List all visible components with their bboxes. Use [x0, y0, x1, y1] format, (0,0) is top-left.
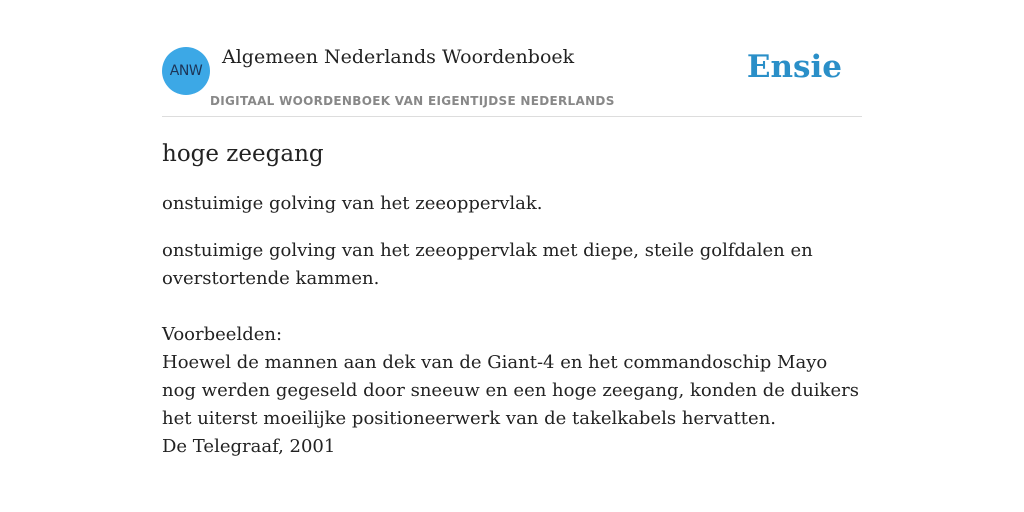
examples-section — [162, 321, 862, 461]
example-text: Hoewel de mannen aan dek van de Giant-4 en het commandoschip Mayo nog werden gegeseld door sneeuw en een hoge zeegang, konden de duikers het uiterst moeilijke positioneerwerk van de takelkabels hervatten. — [162, 352, 859, 429]
short-definition: onstuimige golving van het zeeoppervlak. — [162, 193, 543, 214]
entry-content — [162, 138, 862, 461]
long-definition: onstuimige golving van het zeeoppervlak met diepe, steile golfdalen en overstortende kammen. — [162, 240, 813, 289]
entry-term: hoge zeegang — [162, 141, 324, 167]
site-header — [162, 40, 862, 117]
example-source: De Telegraaf, 2001 — [162, 436, 336, 457]
ensie-brand-link[interactable]: Ensie — [746, 49, 842, 85]
site-subtitle: DIGITAAL WOORDENBOEK VAN EIGENTIJDSE NEDERLANDS — [210, 94, 615, 108]
logo-text: ANW — [169, 63, 203, 79]
anw-logo[interactable] — [162, 47, 210, 95]
examples-label: Voorbeelden: — [162, 324, 283, 345]
site-title[interactable]: Algemeen Nederlands Woordenboek — [222, 46, 575, 68]
